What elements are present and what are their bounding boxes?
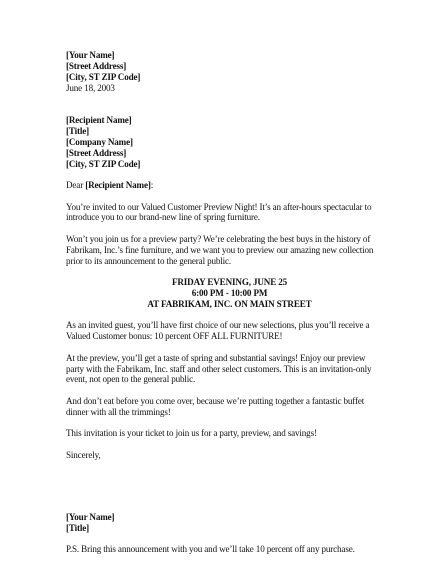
salutation-prefix: Dear — [66, 180, 86, 191]
recipient-street: [Street Address] — [66, 147, 127, 158]
signature-block — [66, 512, 393, 534]
sender-name: [Your Name] — [66, 50, 115, 60]
paragraph-line: party with the Fabrikam, Inc. staff and other select customers. This is an invitation-only — [66, 363, 372, 374]
paragraph-line: And don’t eat before you come over, because we’re putting together a fantastic buffet — [66, 395, 365, 406]
paragraph-line: introduce you to our brand-new line of spring furniture. — [66, 212, 260, 223]
event-location: AT FABRIKAM, INC. ON MAIN STREET — [147, 298, 312, 309]
paragraph-ticket — [66, 428, 393, 439]
paragraph-line: This invitation is your ticket to join us for a party, preview, and savings! — [66, 428, 317, 439]
paragraph-line: Valued Customer bonus: 10 percent OFF ALL FURNITURE! — [66, 331, 283, 342]
event-time: 6:00 PM - 10:00 PM — [191, 288, 268, 298]
salutation-name: [Recipient Name] — [85, 180, 151, 191]
closing — [66, 450, 393, 461]
paragraph-buffet — [66, 396, 393, 418]
postscript — [66, 544, 393, 555]
salutation-suffix: : — [150, 180, 154, 191]
paragraph-savings — [66, 353, 393, 386]
paragraph-line: dinner with all the trimmings! — [66, 406, 171, 417]
paragraph-line: prior to its announcement to the general public. — [66, 255, 232, 266]
paragraph-bonus — [66, 320, 393, 342]
recipient-address-block — [66, 115, 393, 170]
sender-city: [City, ST ZIP Code] — [66, 71, 141, 82]
paragraph-line: Won’t you join us for a preview party? We’re celebrating the best buys in the history of — [66, 233, 371, 244]
signature-title: [Title] — [66, 522, 90, 533]
paragraph-line: You’re invited to our Valued Customer Preview Night! It’s an after-hours spectacular to — [66, 201, 372, 212]
paragraph-line: Fabrikam, Inc.’s fine furniture, and we want you to preview our amazing new collection — [66, 244, 374, 255]
sender-address-block — [66, 50, 393, 94]
recipient-company: [Company Name] — [66, 136, 133, 147]
salutation — [66, 180, 393, 191]
recipient-city: [City, ST ZIP Code] — [66, 158, 141, 169]
paragraph-line: As an invited guest, you’ll have first choice of our new selections, plus you’ll receive a — [66, 320, 370, 331]
event-day: FRIDAY EVENING, JUNE 25 — [171, 277, 288, 288]
paragraph-line: event, not open to the general public. — [66, 374, 196, 385]
event-details — [66, 277, 393, 310]
postscript-text: P.S. Bring this announcement with you and we’ll take 10 percent off any purchase. — [66, 544, 355, 555]
paragraph-preview-party — [66, 234, 393, 267]
closing-text: Sincerely, — [66, 449, 101, 460]
paragraph-invitation — [66, 202, 393, 224]
recipient-name: [Recipient Name] — [66, 115, 132, 126]
paragraph-line: At the preview, you’ll get a taste of spring and substantial savings! Enjoy our preview — [66, 352, 366, 363]
letter-date: June 18, 2003 — [66, 82, 115, 93]
recipient-title: [Title] — [66, 126, 90, 137]
signature-name: [Your Name] — [66, 511, 115, 522]
sender-street: [Street Address] — [66, 60, 127, 71]
